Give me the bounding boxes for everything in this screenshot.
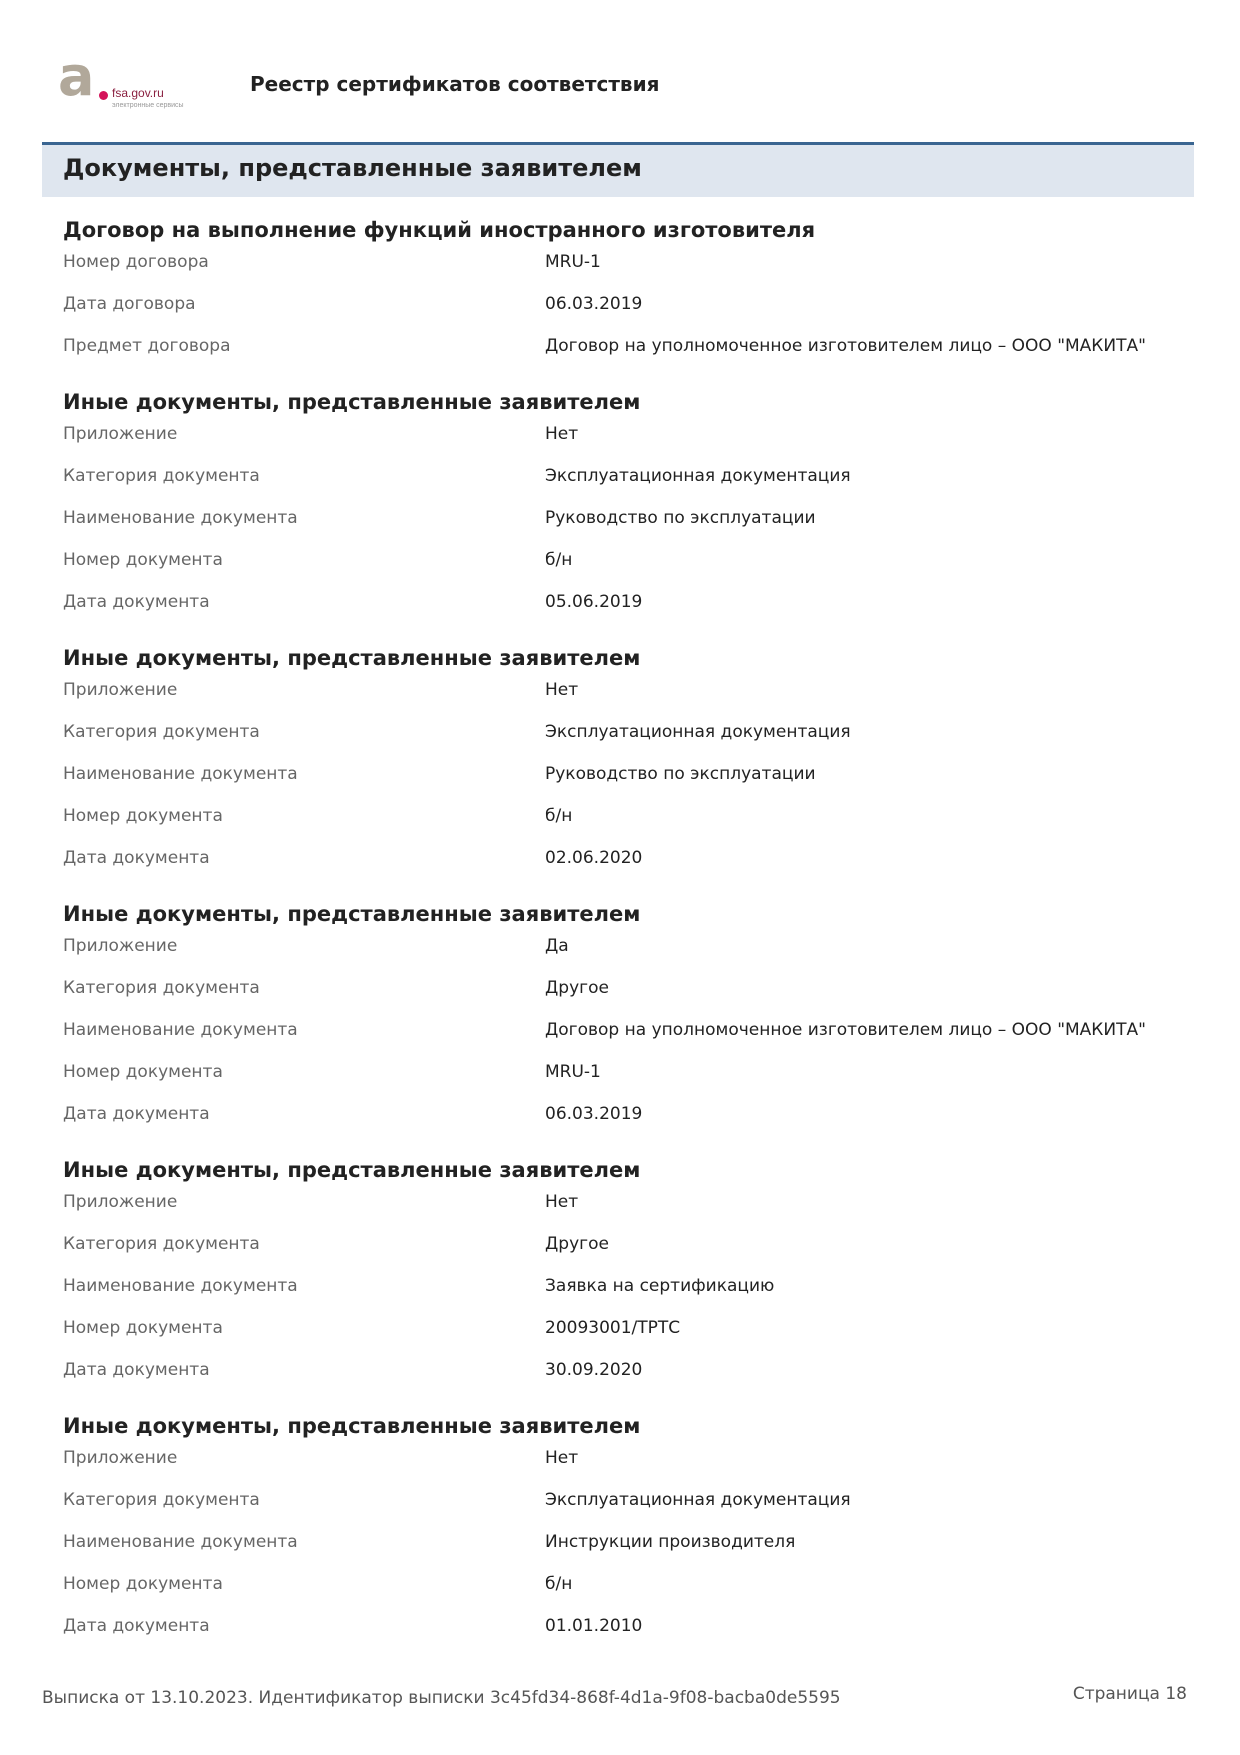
field-label: Наименование документа — [63, 764, 298, 784]
field-value: б/н — [545, 1574, 573, 1594]
field-value: Эксплуатационная документация — [545, 1490, 851, 1510]
page-number: Страница 18 — [1072, 1684, 1187, 1704]
field-row — [63, 503, 1163, 545]
field-row — [63, 973, 1163, 1015]
field-value: 01.01.2010 — [545, 1616, 643, 1636]
document-content — [63, 213, 1163, 1665]
field-row — [63, 1485, 1163, 1527]
field-row — [63, 545, 1163, 587]
field-value: 06.03.2019 — [545, 294, 643, 314]
field-value: Заявка на сертификацию — [545, 1276, 775, 1296]
field-label: Приложение — [63, 936, 178, 956]
field-value: Руководство по эксплуатации — [545, 764, 816, 784]
field-value: Эксплуатационная документация — [545, 722, 851, 742]
field-label: Категория документа — [63, 1490, 260, 1510]
field-value: 20093001/ТРТС — [545, 1318, 681, 1338]
group-title: Иные документы, представленные заявителем — [63, 1158, 641, 1182]
field-value: MRU-1 — [545, 1062, 601, 1082]
group-spacer — [63, 1397, 1163, 1409]
field-value: Договор на уполномоченное изготовителем лицо – ООО "МАКИТА" — [545, 336, 1146, 356]
field-label: Наименование документа — [63, 508, 298, 528]
extract-info: Выписка от 13.10.2023. Идентификатор выписки 3c45fd34-868f-4d1a-9f08-bacba0de5595 — [42, 1688, 841, 1708]
field-row — [63, 1443, 1163, 1485]
group-spacer — [63, 1653, 1163, 1665]
document-group — [63, 1409, 1163, 1665]
field-row — [63, 461, 1163, 503]
field-label: Дата документа — [63, 592, 210, 612]
field-label: Предмет договора — [63, 336, 231, 356]
field-label: Наименование документа — [63, 1020, 298, 1040]
field-label: Категория документа — [63, 1234, 260, 1254]
logo-subtitle: электронные сервисы — [112, 102, 184, 109]
field-label: Дата документа — [63, 848, 210, 868]
document-group — [63, 897, 1163, 1153]
field-row — [63, 289, 1163, 331]
group-spacer — [63, 373, 1163, 385]
group-spacer — [63, 629, 1163, 641]
field-row — [63, 587, 1163, 629]
field-row — [63, 1527, 1163, 1569]
field-label: Наименование документа — [63, 1276, 298, 1296]
document-group — [63, 213, 1163, 385]
field-value: Эксплуатационная документация — [545, 466, 851, 486]
field-label: Номер документа — [63, 1574, 223, 1594]
field-value: б/н — [545, 806, 573, 826]
field-value: Нет — [545, 680, 579, 700]
field-row — [63, 1313, 1163, 1355]
field-row — [63, 1271, 1163, 1313]
field-label: Номер документа — [63, 1062, 223, 1082]
group-spacer — [63, 1141, 1163, 1153]
registry-title: Реестр сертификатов соответствия — [250, 72, 660, 96]
field-value: 30.09.2020 — [545, 1360, 643, 1380]
field-value: 05.06.2019 — [545, 592, 643, 612]
group-title: Иные документы, представленные заявителем — [63, 390, 641, 414]
field-label: Номер документа — [63, 550, 223, 570]
field-row — [63, 247, 1163, 289]
field-label: Категория документа — [63, 978, 260, 998]
field-row — [63, 419, 1163, 461]
group-title: Договор на выполнение функций иностранного изготовителя — [63, 218, 816, 242]
fsa-logo — [58, 45, 208, 112]
field-label: Наименование документа — [63, 1532, 298, 1552]
field-row — [63, 801, 1163, 843]
field-value: Инструкции производителя — [545, 1532, 796, 1552]
field-label: Номер документа — [63, 806, 223, 826]
document-group — [63, 1153, 1163, 1409]
field-row — [63, 759, 1163, 801]
field-value: б/н — [545, 550, 573, 570]
section-banner — [42, 142, 1194, 197]
field-row — [63, 1569, 1163, 1611]
field-row — [63, 1099, 1163, 1141]
page-footer — [42, 1684, 1187, 1718]
field-row — [63, 675, 1163, 717]
field-row — [63, 1229, 1163, 1271]
logo-letter-a-icon: a — [58, 45, 95, 108]
group-spacer — [63, 885, 1163, 897]
field-value: 02.06.2020 — [545, 848, 643, 868]
field-value: Руководство по эксплуатации — [545, 508, 816, 528]
field-row — [63, 843, 1163, 885]
field-row — [63, 1355, 1163, 1397]
field-row — [63, 931, 1163, 973]
field-label: Приложение — [63, 680, 178, 700]
field-value: Нет — [545, 424, 579, 444]
field-value: Нет — [545, 1192, 579, 1212]
field-value: Договор на уполномоченное изготовителем лицо – ООО "МАКИТА" — [545, 1020, 1146, 1040]
field-row — [63, 717, 1163, 759]
section-title: Документы, представленные заявителем — [63, 154, 642, 182]
field-label: Дата договора — [63, 294, 196, 314]
field-value: MRU-1 — [545, 252, 601, 272]
document-group — [63, 385, 1163, 641]
group-title: Иные документы, представленные заявителем — [63, 1414, 641, 1438]
page-header — [58, 45, 1188, 120]
field-label: Дата документа — [63, 1360, 210, 1380]
field-label: Дата документа — [63, 1616, 210, 1636]
field-row — [63, 1611, 1163, 1653]
logo-site-name: fsa.gov.ru — [112, 86, 164, 100]
field-label: Категория документа — [63, 722, 260, 742]
group-title: Иные документы, представленные заявителем — [63, 902, 641, 926]
logo-dot-icon — [99, 91, 108, 100]
field-value: Да — [545, 936, 569, 956]
field-label: Категория документа — [63, 466, 260, 486]
field-row — [63, 331, 1163, 373]
field-label: Приложение — [63, 1448, 178, 1468]
field-value: Другое — [545, 1234, 609, 1254]
field-label: Дата документа — [63, 1104, 210, 1124]
field-label: Номер документа — [63, 1318, 223, 1338]
field-value: Другое — [545, 978, 609, 998]
field-value: 06.03.2019 — [545, 1104, 643, 1124]
group-title: Иные документы, представленные заявителем — [63, 646, 641, 670]
document-group — [63, 641, 1163, 897]
field-row — [63, 1057, 1163, 1099]
field-row — [63, 1015, 1163, 1057]
field-value: Нет — [545, 1448, 579, 1468]
field-row — [63, 1187, 1163, 1229]
field-label: Приложение — [63, 1192, 178, 1212]
field-label: Приложение — [63, 424, 178, 444]
field-label: Номер договора — [63, 252, 209, 272]
